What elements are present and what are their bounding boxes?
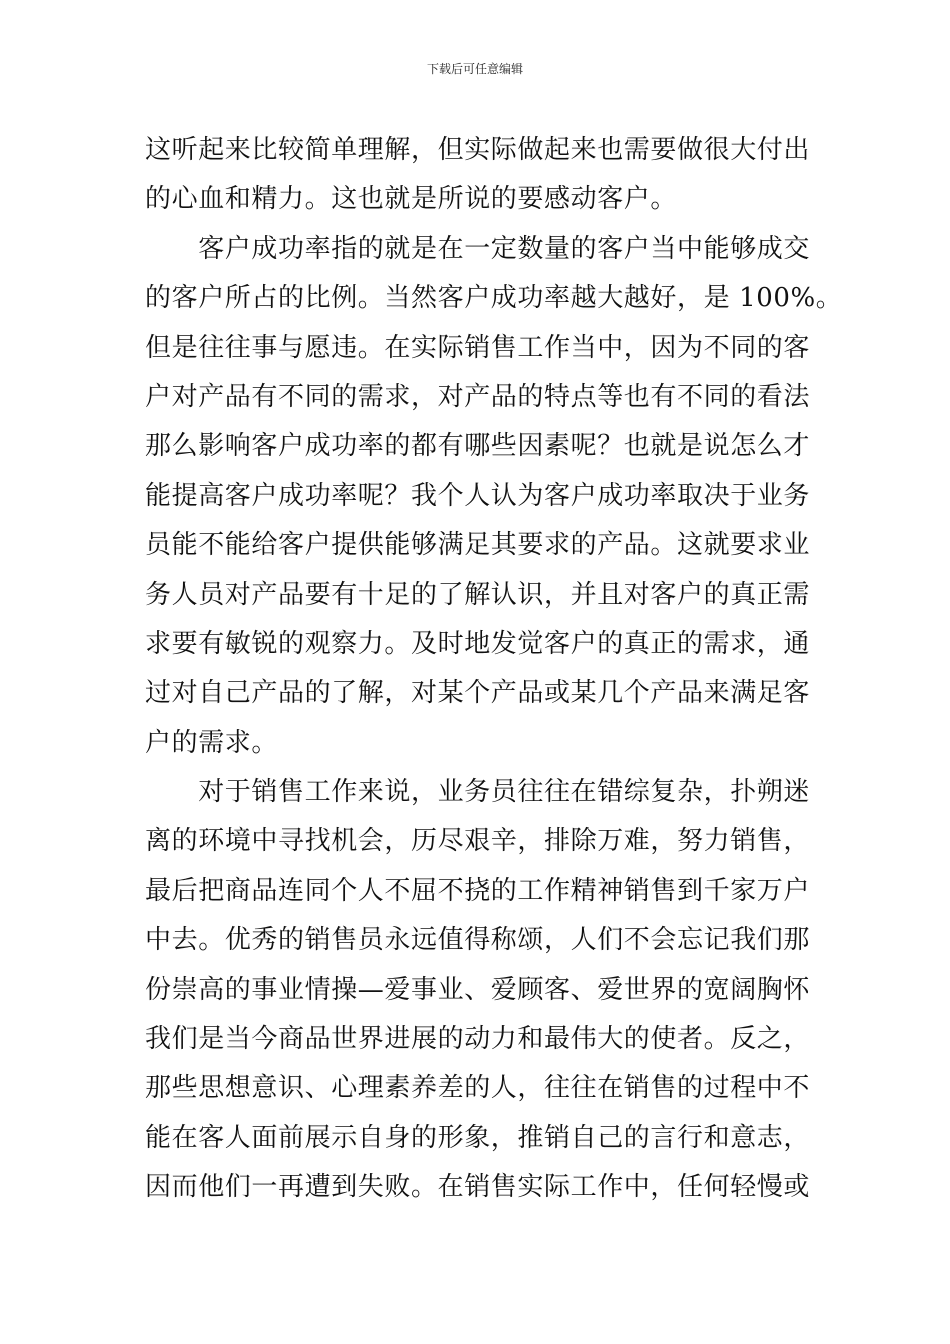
text-line: 中去。优秀的销售员永远值得称颂，人们不会忘记我们那 bbox=[145, 925, 811, 956]
text-line: 那么影响客户成功率的都有哪些因素呢？也就是说怎么才 bbox=[145, 431, 811, 462]
text-line: 户对产品有不同的需求，对产品的特点等也有不同的看法 bbox=[145, 381, 811, 412]
text-line: 离的环境中寻找机会，历尽艰辛，排除万难，努力销售， bbox=[145, 826, 811, 857]
text-line: 份崇高的事业情操—爱事业、爱顾客、爱世界的宽阔胸怀 bbox=[145, 974, 811, 1005]
text-line: 那些思想意识、心理素养差的人，往往在销售的过程中不 bbox=[145, 1073, 811, 1104]
page-header: 下载后可任意编辑 bbox=[426, 62, 523, 76]
text-line: 对于销售工作来说，业务员往往在错综复杂，扑朔迷 bbox=[145, 777, 811, 808]
text-line: 的客户所占的比例。当然客户成功率越大越好，是 100%。 bbox=[145, 283, 843, 314]
text-line: 的心血和精力。这也就是所说的要感动客户。 bbox=[145, 184, 678, 215]
text-line: 能在客人面前展示自身的形象，推销自己的言行和意志， bbox=[145, 1122, 811, 1153]
text-line: 务人员对产品要有十足的了解认识，并且对客户的真正需 bbox=[145, 579, 811, 610]
document-body bbox=[145, 126, 843, 1213]
text-line: 因而他们一再遭到失败。在销售实际工作中，任何轻慢或 bbox=[145, 1172, 811, 1203]
text-line: 客户成功率指的就是在一定数量的客户当中能够成交 bbox=[145, 233, 811, 264]
text-line: 员能不能给客户提供能够满足其要求的产品。这就要求业 bbox=[145, 530, 811, 561]
text-line: 最后把商品连同个人不屈不挠的工作精神销售到千家万户 bbox=[145, 875, 811, 906]
text-line: 我们是当今商品世界进展的动力和最伟大的使者。反之， bbox=[145, 1024, 811, 1055]
text-line: 过对自己产品的了解，对某个产品或某几个产品来满足客 bbox=[145, 678, 811, 709]
text-line: 能提高客户成功率呢？我个人认为客户成功率取决于业务 bbox=[145, 480, 811, 511]
text-line: 这听起来比较简单理解，但实际做起来也需要做很大付出 bbox=[145, 135, 811, 165]
text-line: 户的需求。 bbox=[145, 727, 279, 758]
text-line: 但是往往事与愿违。在实际销售工作当中，因为不同的客 bbox=[145, 332, 811, 363]
text-line: 求要有敏锐的观察力。及时地发觉客户的真正的需求，通 bbox=[145, 628, 811, 659]
